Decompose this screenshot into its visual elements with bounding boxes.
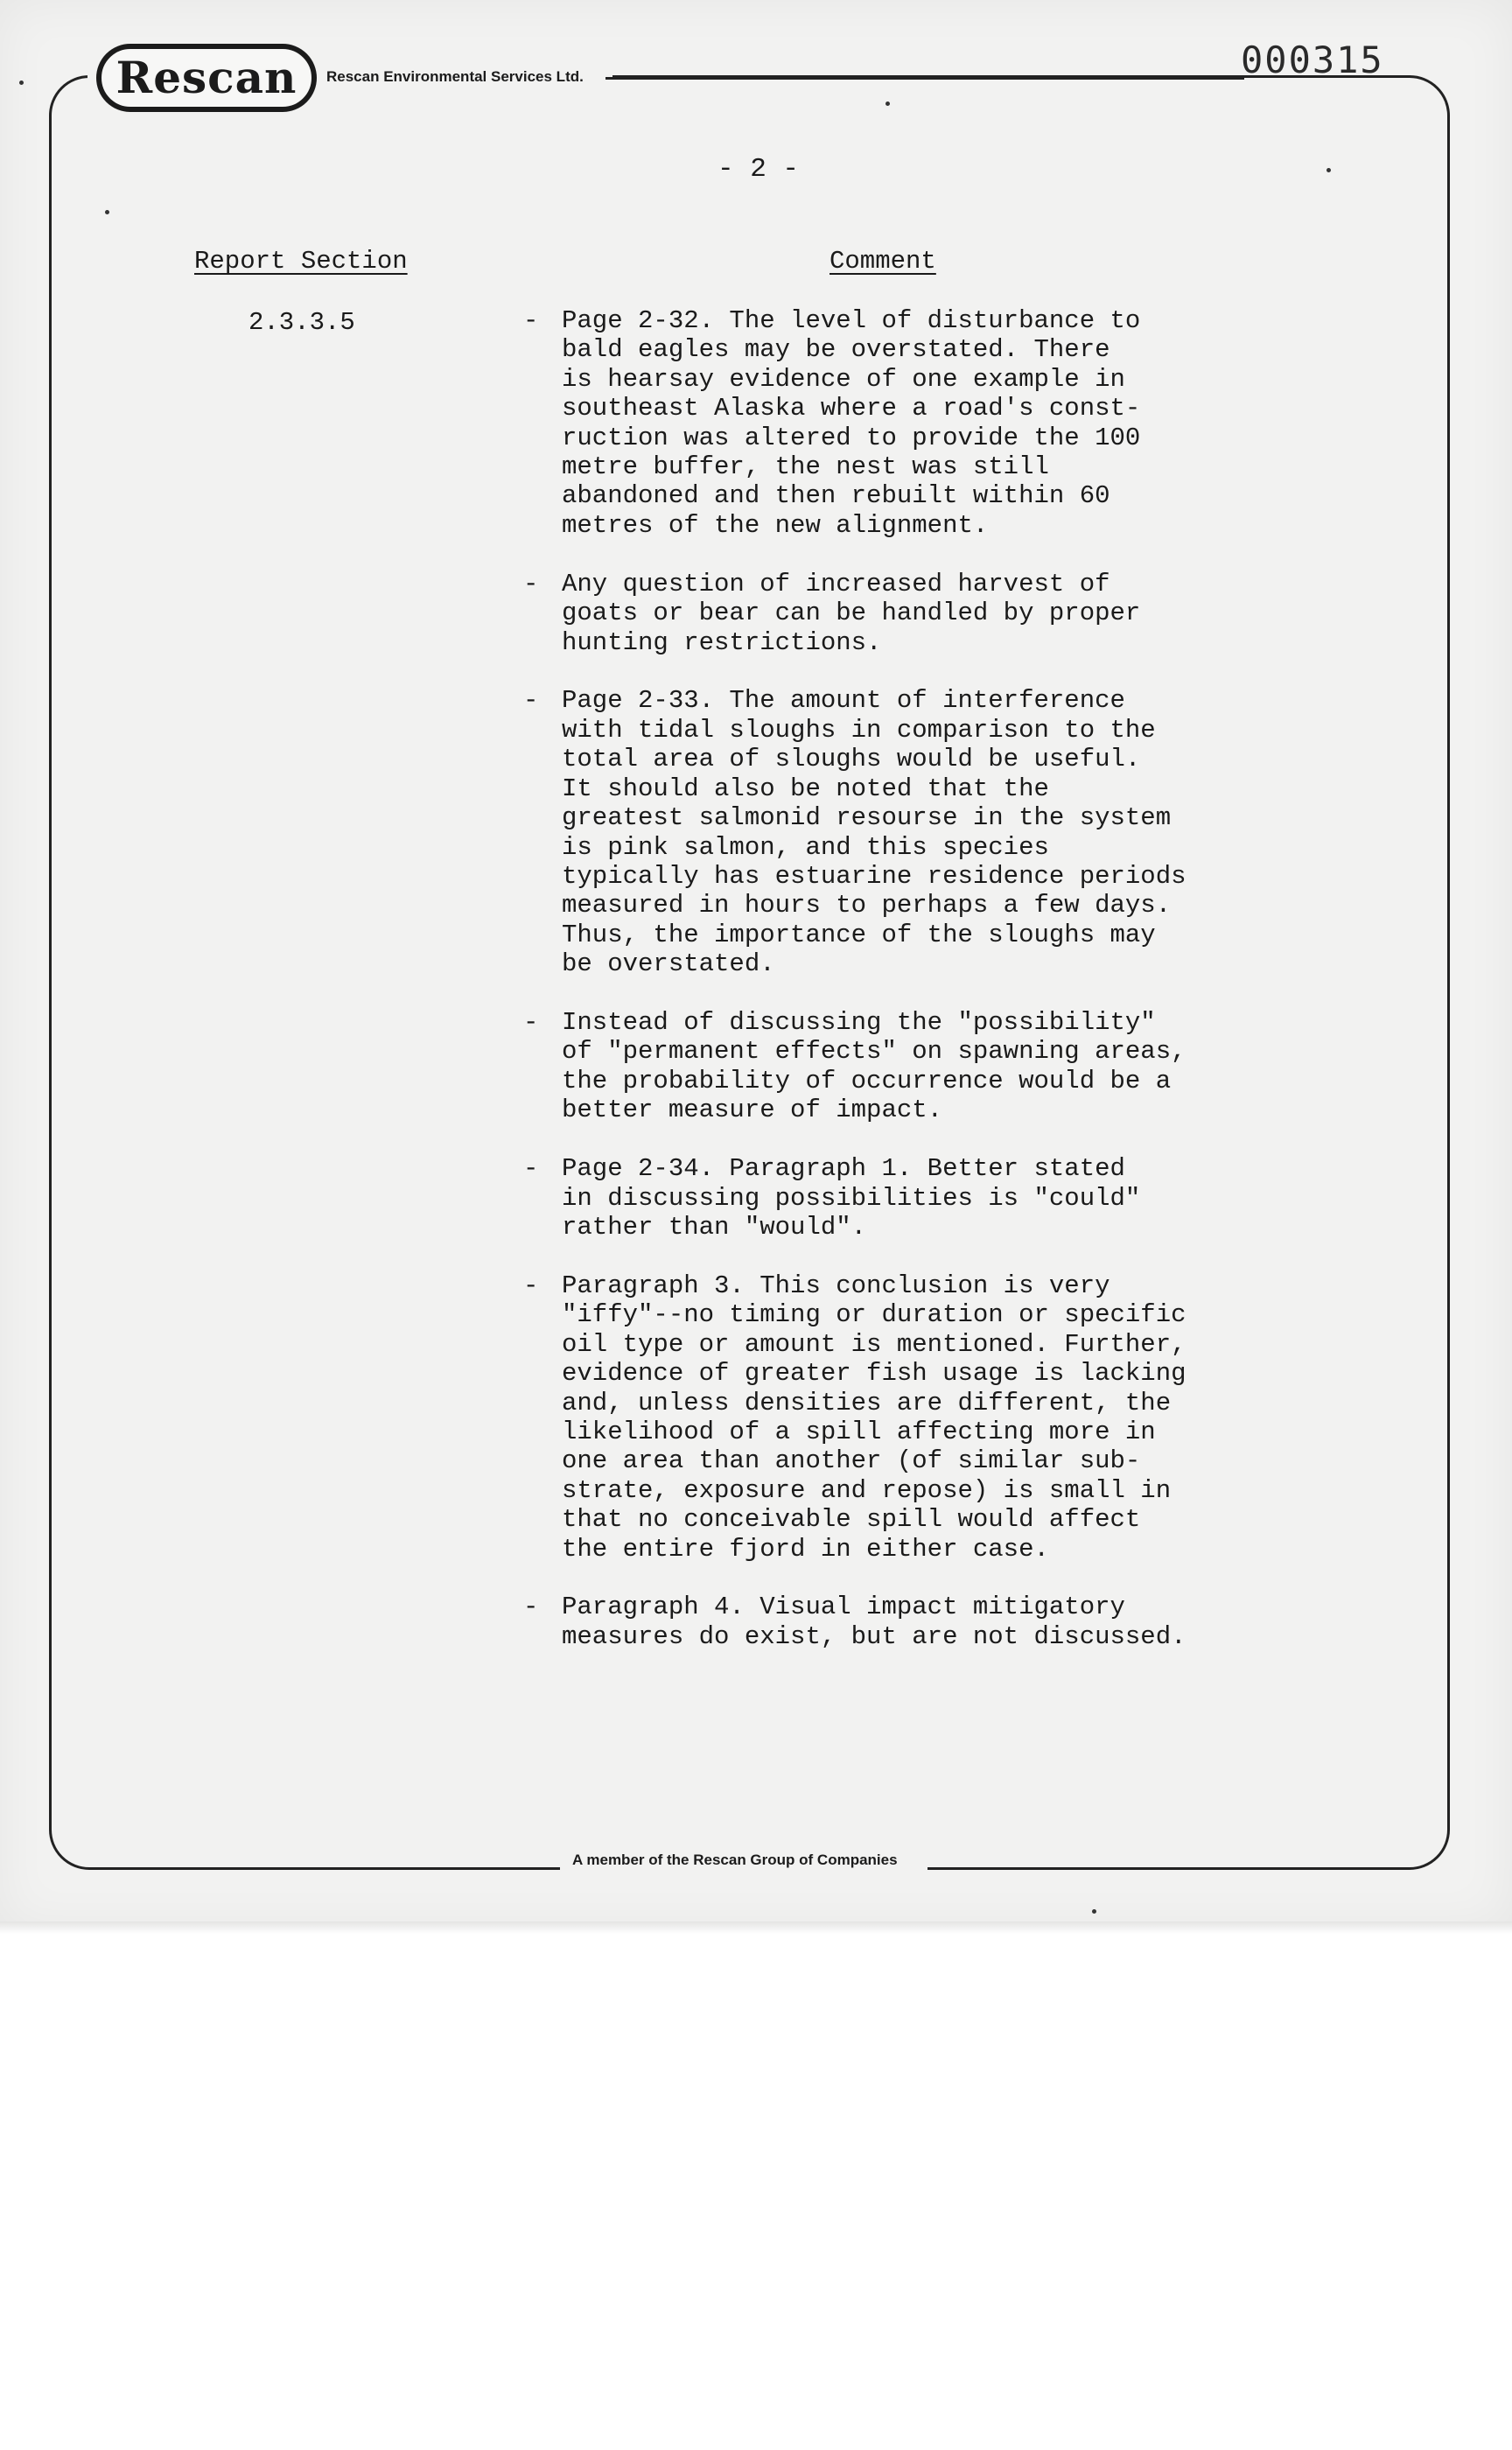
comment-text: Page 2-34. Paragraph 1. Better stated in discussing possibilities is "could" rather than "would".	[562, 1154, 1141, 1242]
dash-bullet: -	[523, 569, 539, 598]
comment-item	[523, 1154, 1398, 1242]
section-number: 2.3.3.5	[248, 308, 355, 337]
comment-item	[523, 570, 1398, 657]
dash-bullet: -	[523, 1008, 539, 1038]
dash-bullet: -	[523, 686, 539, 716]
comment-text: Page 2-32. The level of disturbance to bald eagles may be overstated. There is hearsay evidence of one example in southeast Alaska where a road's const- ruction was altered to provide the 100 metre buffer, the nest was still abandoned and then rebuilt within 60 metres of the new alignment.	[562, 306, 1141, 540]
comment-heading: Comment	[830, 247, 936, 276]
page-number: - 2 -	[718, 154, 800, 185]
dash-bullet: -	[523, 1270, 539, 1300]
scan-speck	[886, 102, 890, 106]
dash-bullet: -	[523, 306, 539, 335]
company-logo	[96, 44, 317, 112]
logo-text: Rescan	[116, 52, 298, 103]
header-rule	[606, 77, 1244, 80]
scan-speck	[19, 80, 24, 85]
scan-speck	[105, 210, 109, 214]
dash-bullet: -	[523, 1154, 539, 1184]
footer-text: A member of the Rescan Group of Companies	[572, 1852, 898, 1868]
comment-item	[523, 1592, 1398, 1651]
scan-speck	[1326, 168, 1331, 172]
comment-text: Paragraph 4. Visual impact mitigatory measures do exist, but are not discussed.	[562, 1592, 1186, 1651]
scan-speck	[1092, 1909, 1096, 1914]
comment-text: Instead of discussing the "possibility" of "permanent effects" on spawning areas, the probability of occurrence would be a better measure of impact.	[562, 1008, 1186, 1125]
comment-text: Any question of increased harvest of goats or bear can be handled by proper hunting restrictions.	[562, 569, 1141, 657]
dash-bullet: -	[523, 1592, 539, 1622]
comment-item	[523, 1271, 1398, 1564]
comment-item	[523, 1008, 1398, 1125]
report-section-heading: Report Section	[194, 247, 408, 276]
comment-item	[523, 686, 1398, 978]
comment-list	[523, 306, 1398, 1681]
company-name: Rescan Environmental Services Ltd.	[326, 68, 584, 85]
comment-text: Paragraph 3. This conclusion is very "iffy"--no timing or duration or specific oil type or amount is mentioned. Further, evidence of greater fish usage is lacking and, unless densities are different, the likelihood of a spill affecting more in one area than another (of similar sub- strate, exposure and repose) is small in that no conceivable spill would affect the entire fjord in either case.	[562, 1270, 1186, 1564]
comment-text: Page 2-33. The amount of interference with tidal sloughs in comparison to the total area of sloughs would be useful. It should also be noted that the greatest salmonid resourse in the system is pink salmon, and this species typically has estuarine residence periods measured in hours to perhaps a few days. Thus, the importance of the sloughs may be overstated.	[562, 686, 1186, 979]
comment-item	[523, 306, 1398, 540]
document-number: 000315	[1241, 38, 1384, 81]
scan-edge	[0, 1922, 1512, 1934]
